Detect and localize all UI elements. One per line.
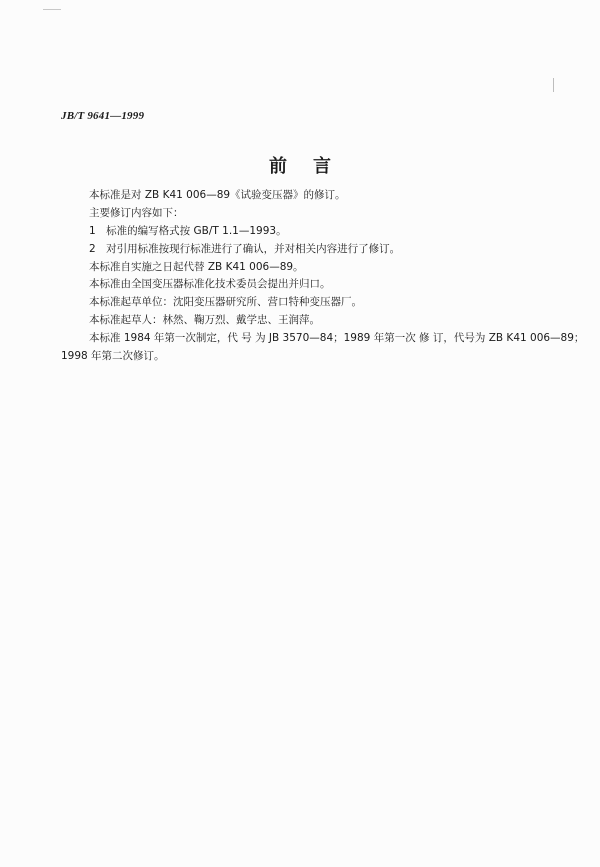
paragraph-history: 本标准 1984 年第一次制定，代 号 为 JB 3570—84；1989 年第一次 修 订，代号为 ZB K41 006—89； [89, 332, 585, 344]
paragraph-replaces: 本标准自实施之日起代替 ZB K41 006—89。 [89, 261, 304, 273]
paragraph-drafters: 本标准起草人：林然、鞠万烈、戴学忠、王润萍。 [89, 314, 320, 326]
paragraph-revision: 本标准是对 ZB K41 006—89《试验变压器》的修订。 [89, 189, 346, 201]
paragraph-history-continued: 1998 年第二次修订。 [61, 350, 165, 362]
paragraph-drafting-units: 本标准起草单位：沈阳变压器研究所、营口特种变压器厂。 [89, 296, 362, 308]
page-title: 前言 [269, 156, 357, 177]
paragraph-main-changes: 主要修订内容如下： [89, 207, 184, 219]
paragraph-proposer: 本标准由全国变压器标准化技术委员会提出并归口。 [89, 278, 331, 290]
document-code: JB/T 9641—1999 [61, 110, 145, 122]
paragraph-change-2: 2 对引用标准按现行标准进行了确认，并对相关内容进行了修订。 [89, 243, 401, 255]
paragraph-change-1: 1 标准的编写格式按 GB/T 1.1—1993。 [89, 225, 287, 237]
scan-artifact-top [43, 0, 61, 10]
scan-artifact-right [553, 78, 554, 92]
